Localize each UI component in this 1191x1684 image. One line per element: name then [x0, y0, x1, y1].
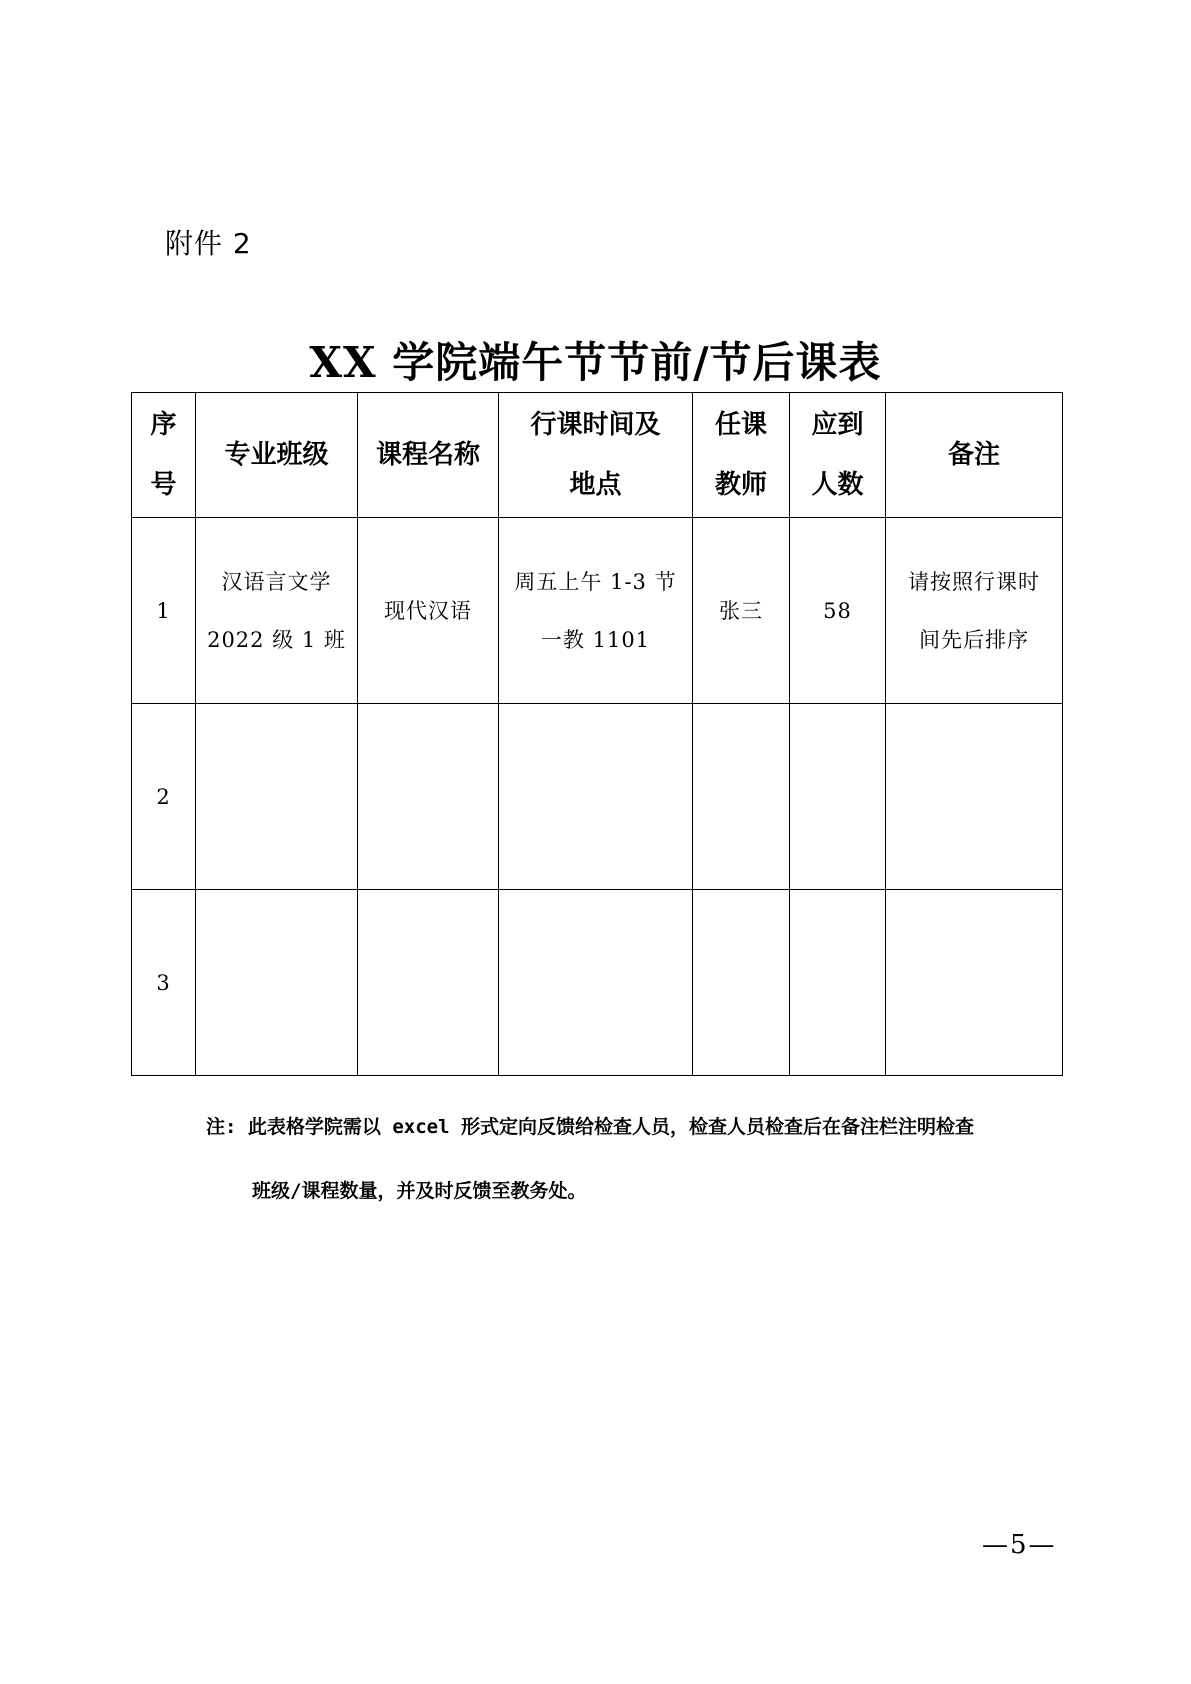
- footnote-line-2: 班级/课程数量，并及时反馈至教务处。: [252, 1180, 587, 1202]
- cell-class: 汉语言文学 2022 级 1 班: [196, 518, 358, 704]
- cell-teacher: 张三: [693, 518, 790, 704]
- cell-course: 现代汉语: [358, 518, 499, 704]
- cell-index: 3: [132, 890, 196, 1076]
- cell-index: 2: [132, 704, 196, 890]
- cell-course: [358, 704, 499, 890]
- table-header-row: [132, 393, 1063, 518]
- footnote: [206, 1095, 1066, 1223]
- cell-remark: [886, 704, 1063, 890]
- cell-teacher: [693, 890, 790, 1076]
- cell-time-place: [499, 890, 693, 1076]
- cell-teacher: [693, 704, 790, 890]
- header-course: 课程名称: [358, 393, 499, 518]
- header-teacher: 任课 教师: [693, 393, 790, 518]
- footnote-line-1: 注: 此表格学院需以 excel 形式定向反馈给检查人员，检查人员检查后在备注栏注明检查: [206, 1116, 974, 1138]
- table-row: [132, 518, 1063, 704]
- cell-remark: 请按照行课时 间先后排序: [886, 518, 1063, 704]
- header-count: 应到 人数: [790, 393, 886, 518]
- cell-time-place: [499, 704, 693, 890]
- page-title: XX 学院端午节节前/节后课表: [309, 338, 882, 387]
- header-class: 专业班级: [196, 393, 358, 518]
- page-number: —5—: [982, 1530, 1057, 1560]
- cell-count: 58: [790, 518, 886, 704]
- cell-count: [790, 890, 886, 1076]
- cell-remark: [886, 890, 1063, 1076]
- schedule-table: [131, 392, 1063, 1076]
- cell-course: [358, 890, 499, 1076]
- cell-index: 1: [132, 518, 196, 704]
- header-remark: 备注: [886, 393, 1063, 518]
- cell-time-place: 周五上午 1-3 节 一教 1101: [499, 518, 693, 704]
- cell-class: [196, 890, 358, 1076]
- table-row: [132, 704, 1063, 890]
- table-row: [132, 890, 1063, 1076]
- header-index: 序 号: [132, 393, 196, 518]
- cell-count: [790, 704, 886, 890]
- attachment-label: 附件 2: [165, 227, 252, 260]
- cell-class: [196, 704, 358, 890]
- header-time-place: 行课时间及 地点: [499, 393, 693, 518]
